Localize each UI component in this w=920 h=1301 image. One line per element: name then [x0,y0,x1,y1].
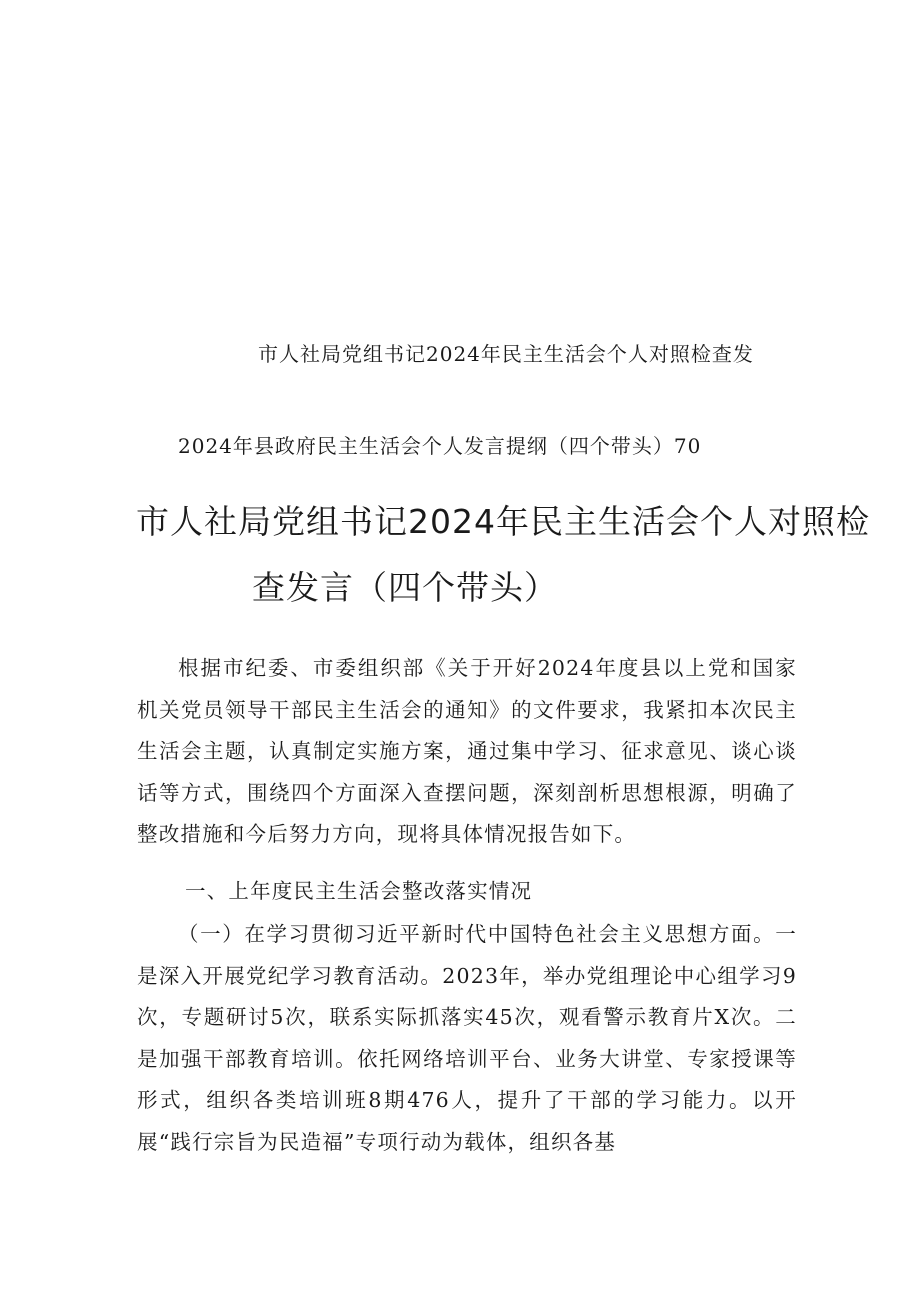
toc-entry[interactable]: 2024年县政府民主生活会个人发言提纲（四个带头）70 [178,434,702,458]
section-paragraph: （一）在学习贯彻习近平新时代中国特色社会主义思想方面。一是深入开展党纪学习教育活动。2023年，举办党组理论中心组学习9次，专题研讨5次，联系实际抓落实45次，观看警示教育片X次。二是加强干部教育培训。依托网络培训平台、业务大讲堂、专家授课等形式，组织各类培训班8期476人，提升了干部的学习能力。以开展“践行宗旨为民造福”专项行动为载体，组织各基 [137,922,797,1154]
document-title-line-1: 市人社局党组书记2024年民主生活会个人对照检 [136,502,870,541]
toc-entry[interactable]: 市人社局党组书记2024年民主生活会个人对照检查发 [258,342,754,366]
intro-section [137,648,797,856]
section-heading: 一、上年度民主生活会整改落实情况 [185,879,533,903]
document-title-line-2: 查发言（四个带头） [252,568,558,607]
section-body [137,914,797,1163]
intro-paragraph: 根据市纪委、市委组织部《关于开好2024年度县以上党和国家机关党员领导干部民主生活会的通知》的文件要求，我紧扣本次民主生活会主题，认真制定实施方案，通过集中学习、征求意见、谈心谈话等方式，围绕四个方面深入查摆问题，深刻剖析思想根源，明确了整改措施和今后努力方向，现将具体情况报告如下。 [137,656,797,846]
